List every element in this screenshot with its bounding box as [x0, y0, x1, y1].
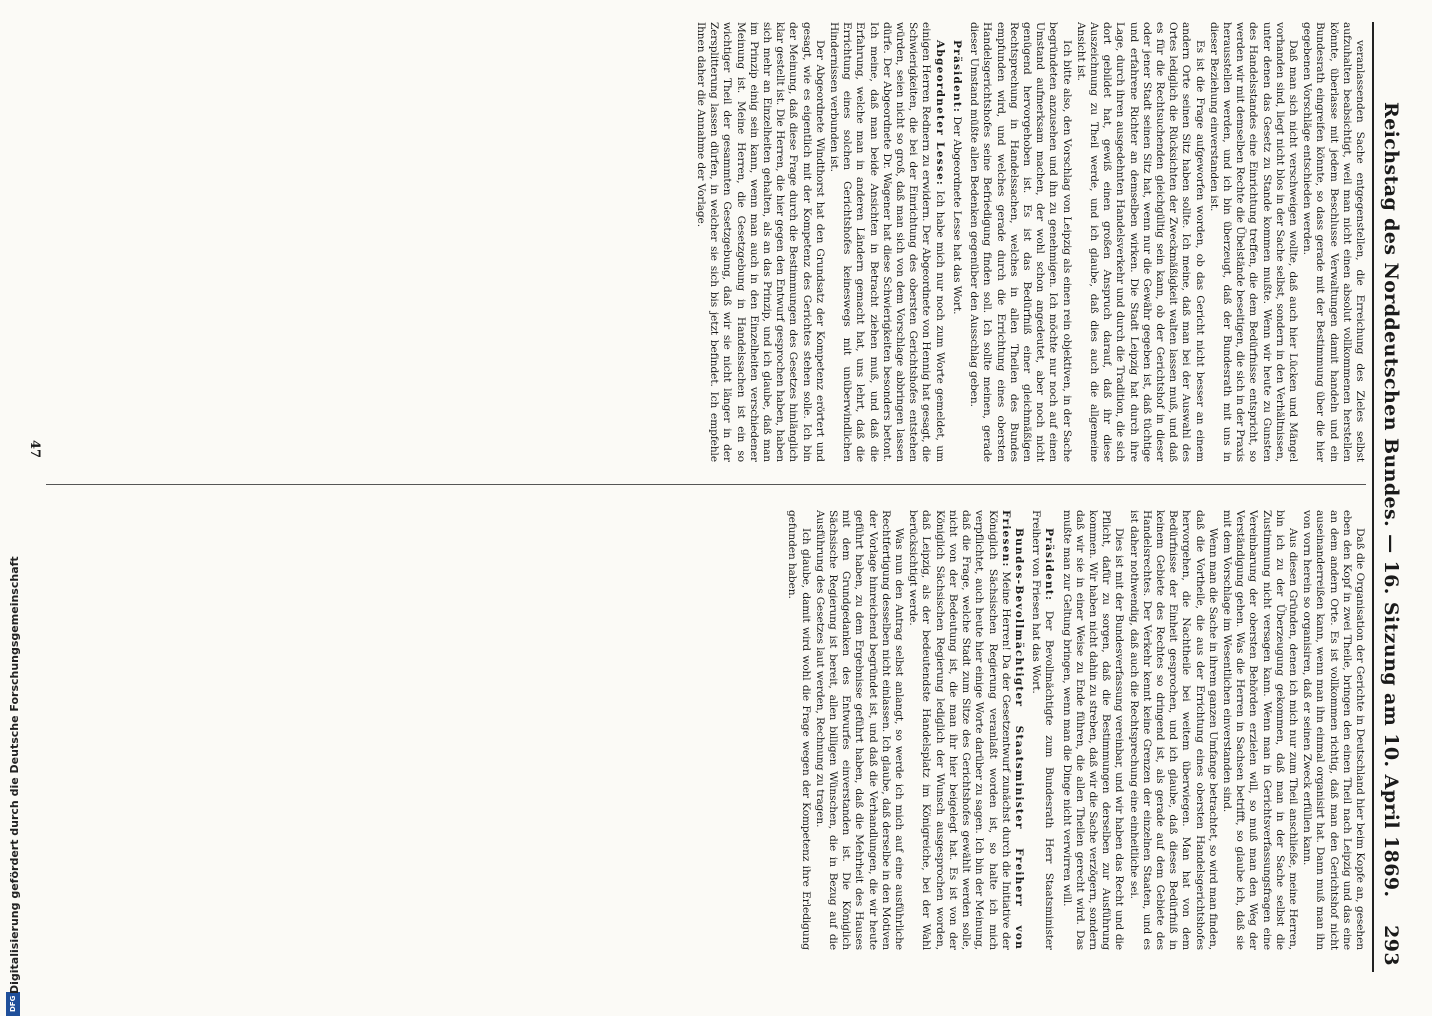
speech-text: Meine Herren! Da der Gesetzentwurf zunächst durch die Initiative der Königlich Sächsischen Regierung veranlaßt worden ist, so halte ich mich verpflichtet, auch heute hier einige Worte darüber zu sagen. Ich bin der Meinung, daß die Frage, welche Stadt zum Sitze des Gerichtshofes gewählt werden solle, nicht von der Bedeutung ist, die man ihr hier beigelegt hat. Es ist von der Königlich Sächsischen Regierung lediglich der Wunsch ausgesprochen worden, daß Leipzig, als der bedeutendste Handelsplatz im Königreiche, bei der Wahl berücksichtigt werde.: [907, 510, 1012, 950]
speech-text: Der Bevollmächtigte zum Bundesrath Herr Staatsminister Freiherr von Friesen hat das Wort.: [1030, 510, 1056, 950]
text-paragraph: Es ist die Frage aufgeworfen worden, ob das Gericht nicht besser an einem andern Orte seinen Sitz haben sollte. Ich meine, daß man bei der Auswahl des Ortes lediglich die Rücksichten der Zweckmäßigkeit walten lassen muß, und daß es für die Rechtsuchenden gleichgültig sein kann, ob der Gerichtshof in dieser oder jener Stadt seinen Sitz hat, wenn nur die Gewähr gegeben ist, daß tüchtige und erfahrene Richter an demselben wirken. Die Stadt Leipzig hat durch ihre Lage, durch ihren ausgedehnten Handelsverkehr und durch die Tradition, die sich dort gebildet hat, gewiß einen großen Anspruch darauf, daß ihr diese Auszeichnung zu Theil werde, und ich glaube, daß dies auch die allgemeine Ansicht ist.: [1074, 22, 1206, 462]
speaker-name: Abgeordneter Lesse:: [933, 40, 946, 187]
running-header: [1372, 22, 1408, 972]
speaker-name: Präsident:: [950, 40, 963, 114]
text-paragraph: Der Abgeordnete Windthorst hat den Grundsatz der Kompetenz erörtert und gesagt, wie es eigentlich mit der Kompetenz des Gerichtes stehen solle. Ich bin der Meinung, daß diese Frage durch die Bestimmungen des Gesetzes hinlänglich klar gestellt ist. Die Herren, die hier gegen den Entwurf gesprochen haben, haben sich mehr an Einzelheiten gehalten, als an das Prinzip, und ich glaube, daß man im Prinzip einig sein kann, wenn man auch in den Einzelheiten verschiedener Meinung ist. Meine Herren, die Gesetzgebung in Handelssachen ist ein so wichtiger Theil der gesammten Gesetzgebung, daß wir sie nicht länger in der Zersplitterung lassen dürfen, in welcher sie sich bis jetzt befindet. Ich empfehle Ihnen daher die Annahme der Vorlage.: [695, 22, 826, 462]
text-paragraph: veranlassenden Sache entgegenstellen, die Erreichung des Zieles selbst aufzuhalten beabsichtigt, weil man nicht einen absolut vollkommenen herstellen könnte, überlasse mit jedem Beschlusse Verwaltungen damit handeln und ein Bundesrath eingreifen könnte, so dass gerade mit der Bestimmung über die hier gegebenen Vorschläge entschieden werden.: [1301, 22, 1366, 462]
sheet-signature: 47: [27, 440, 42, 459]
text-column-left: [46, 22, 1366, 462]
speaker-paragraph: [950, 22, 963, 462]
speaker-paragraph: [906, 510, 1025, 950]
text-paragraph: Wenn man die Sache in ihrem ganzen Umfange betrachtet, so wird man finden, daß die Vortheile, die aus der Errichtung eines obersten Handelsgerichtshofes hervorgehen, die Nachtheile bei weitem überwiegen. Man hat von dem Bedürfnisse der Einheit gesprochen, und ich glaube, daß dieses Bedürfniß in keinem Gebiete des Rechtes so dringend ist, als gerade auf dem Gebiete des Handelsrechtes. Der Verkehr kennt keine Grenzen der einzelnen Staaten, und es ist daher nothwendig, daß auch die Rechtsprechung eine einheitliche sei.: [1127, 510, 1219, 950]
text-column-right: [46, 510, 1366, 950]
text-paragraph: Aus diesen Gründen, denen ich mich nur zum Theil anschließe, meine Herren, bin ich zu der Überzeugung gekommen, daß man in der Sache selbst die Zustimmung nicht versagen kann. Wenn man in Gerichtsverfassungsfragen eine Vereinbarung der obersten Behörden erzielen will, so muß man den Weg der Verständigung gehen. Was die Herren in Sachsen betrifft, so glaube ich, daß sie mit dem Vorschlage im Wesentlichen einverstanden sind.: [1220, 510, 1299, 950]
page-number: 293: [1380, 925, 1402, 966]
speaker-paragraph: [827, 22, 946, 462]
speaker-paragraph: [1029, 510, 1055, 950]
text-paragraph: Was nun den Antrag selbst anlangt, so werde ich mich auf eine ausführliche Rechtfertigung desselben nicht einlassen. Ich glaube, daß derselbe in den Motiven der Vorlage hinreichend begründet ist, und daß die Verhandlungen, die wir heute geführt haben, zu dem Ergebnisse geführt haben, daß die Mehrheit des Hauses mit dem Grundgedanken des Entwurfes einverstanden ist. Die Königlich Sächsische Regierung ist bereit, allen billigen Wünschen, die in Bezug auf die Ausführung des Gesetzes laut werden, Rechnung zu tragen.: [813, 510, 906, 950]
text-paragraph: Ich bitte also, den Vorschlag von Leipzig als einen rein objektiven, in der Sache begründeten anzusehen und ihn zu genehmigen. Ich möchte nur noch auf einen Umstand aufmerksam machen, der wohl schon angedeutet, aber noch nicht genügend hervorgehoben ist. Es ist das Bedürfniß einer gleichmäßigen Rechtsprechung in Handelssachen, welches in allen Theilen des Bundes empfunden wird, und welches gerade durch die Errichtung eines obersten Handelsgerichtshofes seine Befriedigung finden soll. Ich sollte meinen, gerade dieser Umstand müßte allen Bedenken gegenüber den Ausschlag geben.: [968, 22, 1073, 462]
column-divider: [46, 484, 1366, 485]
text-paragraph: Daß die Organisation der Gerichte in Deutschland hier beim Kopfe an, gesehen eben den Kopf in zwei Theile, bringen den einen Theil nach Leipzig und das eine an dem andern Orte. Es ist vollkommen richtig, daß man den Gerichtshof nicht auseinanderreißen kann, wenn man ihn einmal organisirt hat. Dann muß man ihn von vorn herein so organisiren, daß er seinen Zweck erfüllen kann.: [1301, 510, 1366, 950]
text-paragraph: Daß man sich nicht verschweigen wollte, daß auch hier Lücken und Mängel vorhanden sind, liegt nicht blos in der Sache selbst, sondern in den Verhältnissen, unter denen das Gesetz zu Stande kommen mußte. Wenn wir heute zu Gunsten des Handelsstandes eine Einrichtung treffen, die dem Bedürfnisse entspricht, so werden wir mit demselben Rechte die Übelstände beseitigen, die sich in der Praxis herausstellen werden, und ich bin überzeugt, daß der Bundesrath mit uns in dieser Beziehung einverstanden ist.: [1207, 22, 1299, 462]
text-paragraph: Dies ist mit der Bundesverfassung vereinbar, und wir haben das Recht und die Pflicht, dafür zu sorgen, daß die Bestimmungen derselben zur Ausführung kommen. Wir haben nicht dahin zu streben, daß wir die Sache verzögern, sondern daß wir sie in einer Weise zu Ende führen, die allen Theilen gerecht wird. Das mußte man zur Geltung bringen, wenn man die Dinge nicht verwirren will.: [1060, 510, 1126, 950]
speaker-name: Bundes-Bevollmächtigter Staatsminister Freiherr von Friesen:: [999, 510, 1025, 950]
text-paragraph: Ich glaube, damit wird wohl die Frage wegen der Kompetenz ihre Erledigung gefunden haben.: [786, 510, 812, 950]
digitization-credit: Digitalisierung gefördert durch die Deutsche Forschungsgemeinschaft: [8, 556, 21, 994]
dfg-logo: DFG: [6, 992, 20, 1016]
speech-text: Der Abgeordnete Lesse hat das Wort.: [950, 116, 963, 315]
speaker-name: Präsident:: [1043, 528, 1056, 602]
speech-text: Ich habe mich nur noch zum Worte gemeldet, um einigen Herren Rednern zu erwidern. Der Abgeordnete von Hennig hat gesagt, die Schwierigkeiten, die bei der Einrichtung des obersten Gerichtshofes entstehen würden, seien nicht so groß, daß man sich von dem Vorschlage abbringen lassen dürfe. Der Abgeordnete Dr. Wagener hat diese Schwierigkeiten besonders betont. Ich meine, daß man beide Ansichten in Betracht ziehen muß, und daß die Erfahrung, welche man in anderen Ländern gemacht hat, uns lehrt, daß die Errichtung eines solchen Gerichtshofes keineswegs mit unüberwindlichen Hindernissen verbunden ist.: [828, 22, 946, 462]
running-title: Reichstag des Norddeutschen Bundes. — 16. Sitzung am 10. April 1869.: [1380, 102, 1402, 898]
